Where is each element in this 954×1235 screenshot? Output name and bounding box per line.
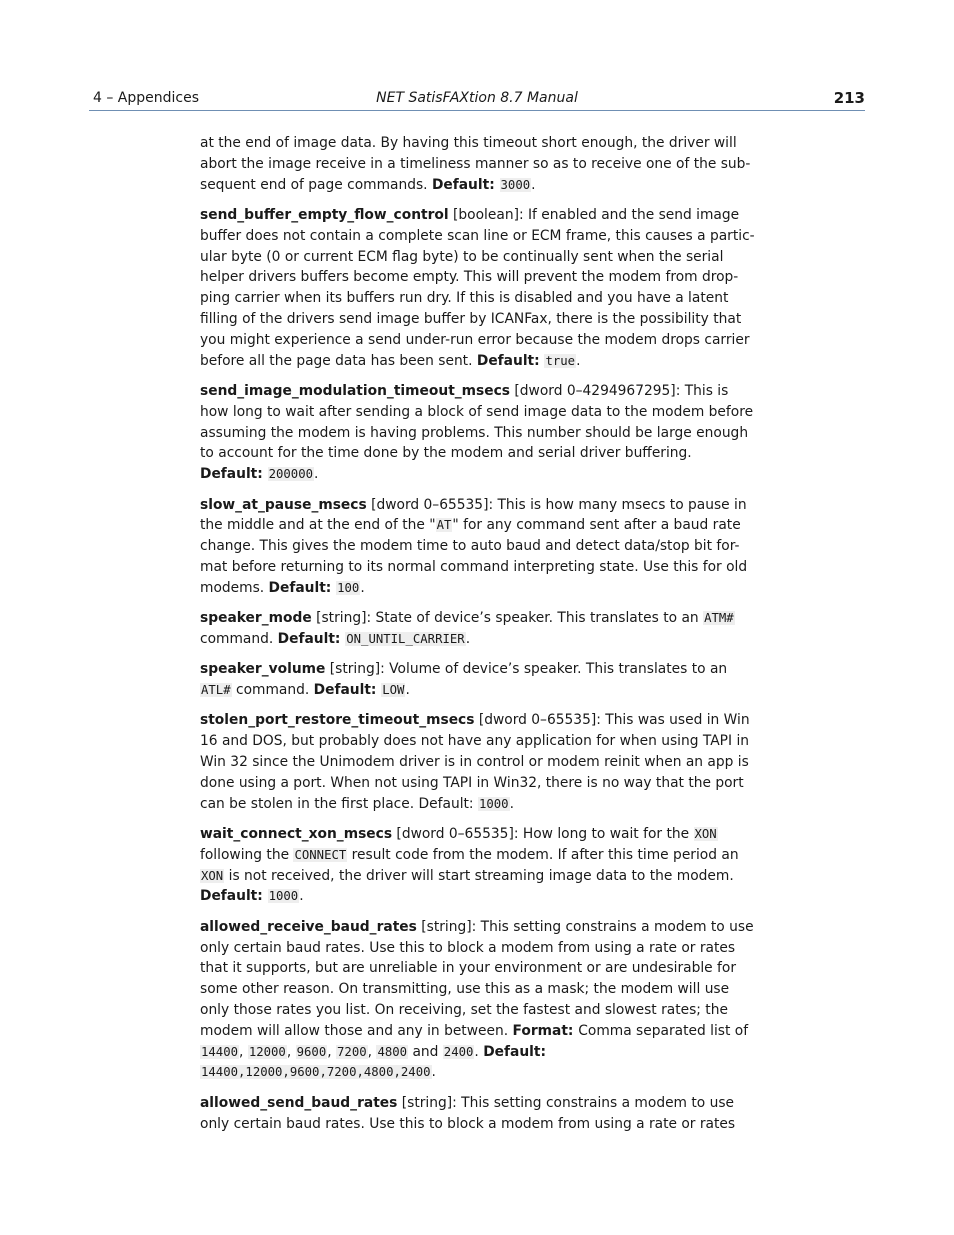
code-value: ATM# (704, 611, 734, 626)
field-label: Default: (200, 466, 268, 483)
code-value: ATL# (201, 683, 231, 698)
body-text: at the end of image data. By having this timeout short enough, the driver will abort the image receive in a timeliness manner so as to receive one of the sub-sequent end of page commands. (200, 135, 751, 193)
paragraph-speaker-volume (200, 659, 756, 701)
body-text: . (360, 579, 365, 596)
code-value: LOW (382, 683, 405, 698)
setting-name: allowed_send_baud_rates (200, 1094, 398, 1111)
page-number: 213 (833, 89, 865, 107)
body-text: result code from the modem. If after this time period an (347, 846, 739, 863)
code-value: 12000 (248, 1044, 286, 1059)
field-label: Default: (268, 579, 337, 596)
code-value: 200000 (268, 467, 314, 482)
field-label: Default: (200, 888, 268, 905)
paragraph-wait-connect-xon-msecs (200, 824, 756, 907)
body-text: . (509, 795, 514, 812)
body-text: is not received, the driver will start streaming image data to the modem. (224, 867, 734, 884)
body-text: [dword 0–65535]: This is how many msecs to pause in the middle and at the end of the " (200, 496, 747, 534)
body-text: following the (200, 846, 294, 863)
body-text: [boolean]: If enabled and the send image buffer does not contain a complete scan line or ECM frame, this causes a partic-ular byte (0 or current ECM flag byte) to be continually sent when the serial helper drivers buffers become empty. This will prevent the modem from drop-ping carrier when its buffers run dry. If this is disabled and you have a latent filling of the drivers send image buffer by ICANFax, there is the possibility that you might experience a send under-run error because the modem drops carrier before all the page data has been sent. (200, 206, 755, 369)
setting-name: allowed_receive_baud_rates (200, 918, 417, 935)
section-title: 4 – Appendices (93, 90, 200, 106)
field-label: Default: (313, 682, 382, 699)
field-label: Format: (512, 1022, 579, 1039)
body-text: [string]: This setting constrains a modem to use only certain baud rates. Use this to block a modem from using a rate or rates (200, 1094, 736, 1132)
page-header (89, 86, 865, 111)
body-text: [dword 0–4294967295]: This is how long to wait after sending a block of send image data to the modem before assuming the modem is having problems. This number should be large enough to account for the time done by the modem and serial driver buffering. (200, 382, 754, 462)
paragraph-send-image-modulation-timeout-msecs (200, 381, 756, 485)
main-content (200, 133, 756, 1144)
code-value: AT (436, 518, 452, 533)
body-text: [string]: Volume of device’s speaker. This translates to an (325, 661, 728, 678)
setting-name: wait_connect_xon_msecs (200, 826, 393, 843)
code-value: 1000 (478, 796, 509, 811)
body-text: . (576, 352, 581, 369)
code-value: 4800 (377, 1044, 408, 1059)
code-value: 14400 (201, 1044, 239, 1059)
body-text: . (465, 630, 471, 647)
body-text: [string]: This setting constrains a modem to use only certain baud rates. Use this to block a modem from using a rate or rates that it supports, but are unreliable in your environment or are undesirable for some other reason. On transmitting, use this as a mask; the modem will use only those rates you list. On receiving, set the fastest and slowest rates; the modem will allow those and any in between. (200, 918, 754, 1039)
code-value: XON (201, 868, 224, 883)
field-label: Default: (476, 352, 545, 369)
document-title: NET SatisFAXtion 8.7 Manual (376, 90, 578, 106)
setting-name: send_buffer_empty_flow_control (200, 206, 449, 223)
field-label: Default: (431, 176, 500, 193)
body-text: . (431, 1064, 436, 1081)
body-text: , (286, 1043, 296, 1060)
body-text: command. (200, 630, 278, 647)
code-value: 7200 (337, 1044, 367, 1059)
code-value: 14400,12000,9600,7200,4800,2400 (201, 1065, 431, 1080)
body-text: . (314, 466, 319, 483)
field-label: Default: (277, 630, 346, 647)
body-text: [dword 0–65535]: This was used in Win 16 and DOS, but probably does not have any application for when using TAPI in Win 32 since the Unimodem driver is in control or modem reinit when an app is done using a port. When not using TAPI in Win32, there is no way that the port can be stolen in the first place. Default: (200, 712, 750, 812)
code-value: 3000 (500, 177, 531, 192)
code-value: 2400 (443, 1044, 474, 1059)
body-text: , (367, 1043, 377, 1060)
body-text: [string]: State of device’s speaker. This translates to an (311, 610, 704, 627)
setting-name: speaker_mode (200, 610, 312, 627)
body-text: , (327, 1043, 337, 1060)
setting-name: send_image_modulation_timeout_msecs (200, 382, 511, 399)
body-text: . (474, 1043, 484, 1060)
body-text: . (405, 682, 410, 699)
body-text: command. (231, 682, 314, 699)
code-value: 100 (337, 580, 360, 595)
paragraph-send-buffer-empty-flow-control (200, 205, 756, 371)
paragraph-stolen-port-restore-timeout-msecs (200, 710, 756, 814)
body-text: and (408, 1043, 443, 1060)
paragraph-allowed-send-baud-rates (200, 1093, 756, 1135)
code-value: 1000 (268, 889, 299, 904)
body-text: " for any command sent after a baud rate change. This gives the modem time to auto baud and detect data/stop bit for-mat before returning to its normal command interpreting state. Use this for old modems. (200, 517, 748, 596)
field-label: Default: (483, 1043, 546, 1060)
setting-name: slow_at_pause_msecs (200, 496, 367, 513)
code-value: ON_UNTIL_CARRIER (346, 631, 465, 646)
body-text: . (531, 176, 536, 193)
paragraph-slow-at-pause-msecs (200, 495, 756, 599)
paragraph-intro (200, 133, 756, 195)
paragraph-speaker-mode (200, 608, 756, 650)
paragraph-allowed-receive-baud-rates (200, 917, 756, 1083)
setting-name: stolen_port_restore_timeout_msecs (200, 712, 475, 729)
body-text: . (299, 888, 304, 905)
code-value: XON (694, 827, 717, 842)
code-value: true (545, 353, 576, 368)
code-value: CONNECT (294, 847, 347, 862)
setting-name: speaker_volume (200, 661, 326, 678)
body-text: [dword 0–65535]: How long to wait for the (392, 826, 694, 843)
body-text: , (239, 1043, 248, 1060)
body-text: Comma separated list of (578, 1022, 749, 1039)
code-value: 9600 (296, 1044, 327, 1059)
